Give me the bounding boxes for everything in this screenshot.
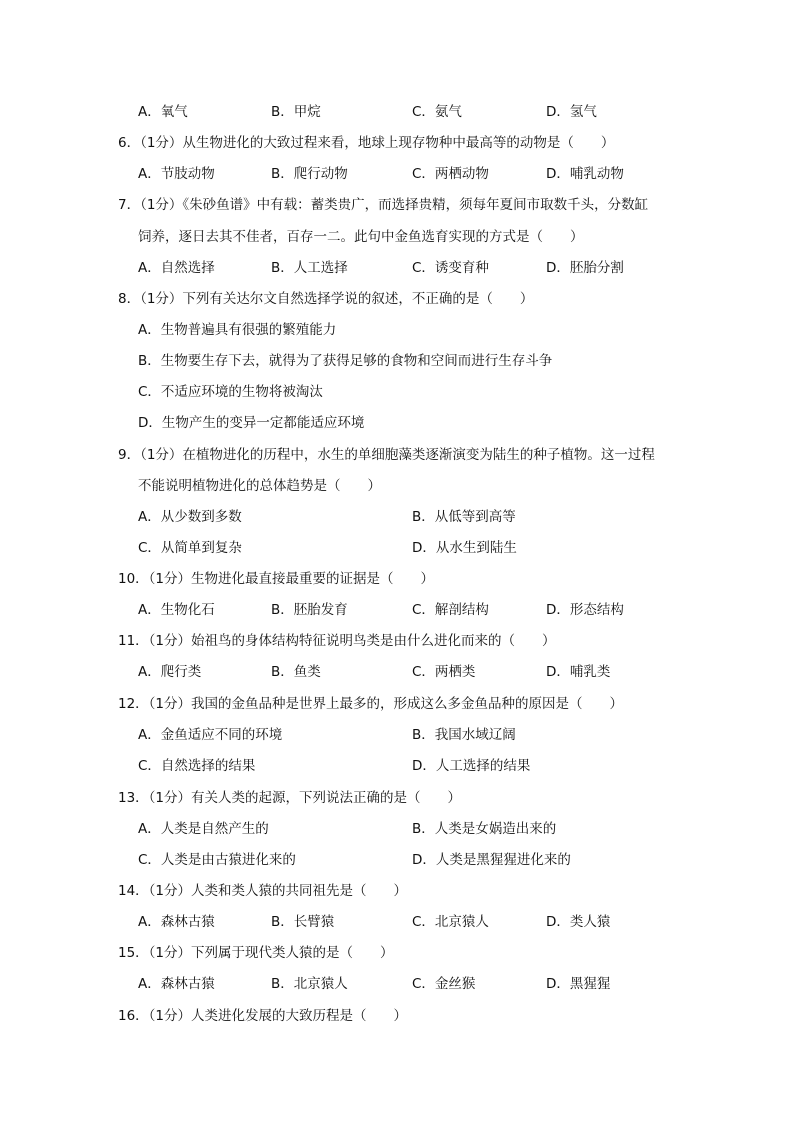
- q5-option-b: B．甲烷: [271, 104, 321, 120]
- q10-stem: 10．（1分）生物进化最直接最重要的证据是（ ）: [118, 571, 435, 587]
- q11-option-c: C．两栖类: [412, 664, 476, 680]
- q15-options: [138, 973, 678, 995]
- q9-option-a: A．从少数到多数: [138, 509, 242, 525]
- q7-option-a: A．自然选择: [138, 260, 215, 276]
- q15-option-b: B．北京猿人: [271, 976, 348, 992]
- q8-option-a: A．生物普遍具有很强的繁殖能力: [138, 322, 337, 338]
- q5-option-c: C．氨气: [412, 104, 462, 120]
- q6-option-a: A．节肢动物: [138, 166, 215, 182]
- q9-option-d: D．从水生到陆生: [412, 540, 517, 556]
- q13-option-d: D．人类是黑猩猩进化来的: [412, 852, 571, 868]
- q14-option-b: B．长臂猿: [271, 914, 335, 930]
- q5-option-a: A．氧气: [138, 104, 188, 120]
- q6-option-b: B．爬行动物: [271, 166, 348, 182]
- q7-option-d: D．胚胎分割: [546, 260, 624, 276]
- q14-option-d: D．类人猿: [546, 914, 611, 930]
- q6-stem: 6．（1分）从生物进化的大致过程来看，地球上现存物种中最高等的动物是（ ）: [118, 135, 615, 151]
- q13-options-row2: [138, 849, 678, 871]
- q5-option-d: D．氢气: [546, 104, 597, 120]
- q7-options: [138, 257, 678, 279]
- q12-options-row2: [138, 755, 678, 777]
- q15-option-c: C．金丝猴: [412, 976, 476, 992]
- q10-option-c: C．解剖结构: [412, 602, 489, 618]
- q13-option-a: A．人类是自然产生的: [138, 821, 269, 837]
- q8-option-b: B．生物要生存下去，就得为了获得足够的食物和空间而进行生存斗争: [138, 353, 553, 369]
- q9-options-row2: [138, 537, 678, 559]
- q12-option-a: A．金鱼适应不同的环境: [138, 727, 283, 743]
- q11-options: [138, 661, 678, 683]
- q9-options-row1: [138, 506, 678, 528]
- q12-option-c: C．自然选择的结果: [138, 758, 256, 774]
- q8-stem: 8．（1分）下列有关达尔文自然选择学说的叙述，不正确的是（ ）: [118, 291, 534, 307]
- q14-option-a: A．森林古猿: [138, 914, 215, 930]
- q12-stem: 12．（1分）我国的金鱼品种是世界上最多的，形成这么多金鱼品种的原因是（ ）: [118, 696, 624, 712]
- q12-option-d: D．人工选择的结果: [412, 758, 531, 774]
- q11-option-b: B．鱼类: [271, 664, 321, 680]
- q10-options: [138, 599, 678, 621]
- q12-options-row1: [138, 724, 678, 746]
- q7-stem-line1: 7．（1分）《朱砂鱼谱》中有载：蓄类贵广，而选择贵精，须每年夏间市取数千头，分数缸: [118, 197, 649, 213]
- q11-option-a: A．爬行类: [138, 664, 202, 680]
- q16-stem: 16．（1分）人类进化发展的大致历程是（ ）: [118, 1008, 408, 1024]
- q15-stem: 15．（1分）下列属于现代类人猿的是（ ）: [118, 945, 394, 961]
- q7-option-c: C．诱变育种: [412, 260, 489, 276]
- q6-option-d: D．哺乳动物: [546, 166, 624, 182]
- q7-option-b: B．人工选择: [271, 260, 348, 276]
- q9-option-b: B．从低等到高等: [412, 509, 516, 525]
- q10-option-d: D．形态结构: [546, 602, 624, 618]
- q9-stem-line2: 不能说明植物进化的总体趋势是（ ）: [138, 478, 381, 494]
- q6-option-c: C．两栖动物: [412, 166, 489, 182]
- q14-stem: 14．（1分）人类和类人猿的共同祖先是（ ）: [118, 883, 408, 899]
- q5-options: [138, 101, 678, 123]
- q10-option-b: B．胚胎发育: [271, 602, 348, 618]
- q8-option-c: C．不适应环境的生物将被淘汰: [138, 384, 323, 400]
- q6-options: [138, 163, 678, 185]
- q14-options: [138, 911, 678, 933]
- q8-option-d: D．生物产生的变异一定都能适应环境: [138, 415, 365, 431]
- q9-stem-line1: 9．（1分）在植物进化的历程中，水生的单细胞藻类逐渐演变为陆生的种子植物。这一过程: [118, 447, 655, 463]
- q14-option-c: C．北京猿人: [412, 914, 489, 930]
- q11-stem: 11．（1分）始祖鸟的身体结构特征说明鸟类是由什么进化而来的（ ）: [118, 633, 556, 649]
- q15-option-d: D．黑猩猩: [546, 976, 611, 992]
- q13-option-b: B．人类是女娲造出来的: [412, 821, 557, 837]
- q12-option-b: B．我国水域辽阔: [412, 727, 516, 743]
- q7-stem-line2: 饲养，逐日去其不佳者，百存一二。此句中金鱼选育实现的方式是（ ）: [138, 229, 584, 245]
- q11-option-d: D．哺乳类: [546, 664, 611, 680]
- q10-option-a: A．生物化石: [138, 602, 215, 618]
- q13-options-row1: [138, 818, 678, 840]
- q9-option-c: C．从简单到复杂: [138, 540, 242, 556]
- q15-option-a: A．森林古猿: [138, 976, 215, 992]
- q13-option-c: C．人类是由古猿进化来的: [138, 852, 296, 868]
- q13-stem: 13．（1分）有关人类的起源，下列说法正确的是（ ）: [118, 790, 462, 806]
